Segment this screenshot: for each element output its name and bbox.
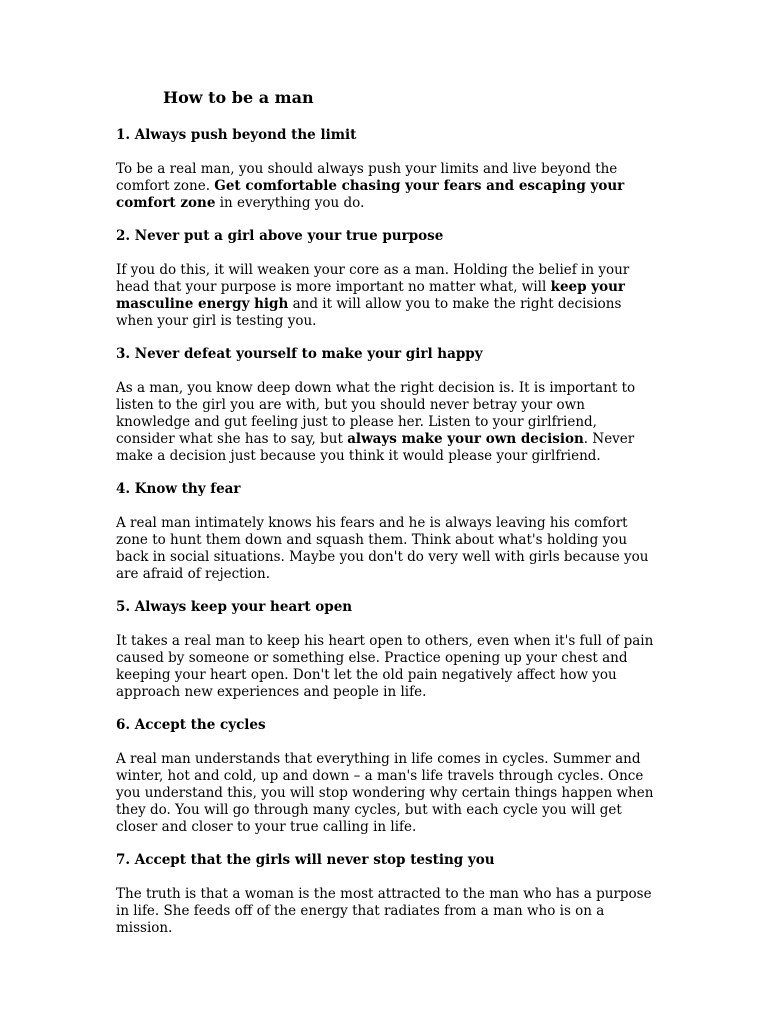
paragraph-text: As a man, you know deep down what the right decision is. It is important to listen to the girl you are with, but you should never betray your own knowledge and gut feeling just to please her. Listen to your girlfriend, consider what she has to say, but [116, 380, 636, 447]
section-2 [116, 228, 656, 330]
section-heading: 2. Never put a girl above your true purpose [116, 228, 444, 244]
section-paragraph [116, 751, 656, 836]
section-paragraph [116, 515, 656, 583]
paragraph-text: and it will allow you to make the right decisions when your girl is testing you. [116, 296, 622, 329]
section-heading: 3. Never defeat yourself to make your girl happy [116, 346, 483, 362]
section-paragraph [116, 886, 656, 937]
paragraph-text: The truth is that a woman is the most attracted to the man who has a purpose in life. She feeds off of the energy that radiates from a man who is on a mission. [116, 886, 652, 936]
section-paragraph [116, 380, 656, 465]
document-title: How to be a man [163, 88, 314, 107]
section-5 [116, 599, 656, 701]
section-heading: 6. Accept the cycles [116, 717, 266, 733]
paragraph-text: A real man understands that everything in life comes in cycles. Summer and winter, hot and cold, up and down – a man's life travels through cycles. Once you understand this, you will stop wondering why certain things happen when they do. You will go through many cycles, but with each cycle you will get closer and closer to your true calling in life. [116, 751, 654, 835]
section-heading: 4. Know thy fear [116, 481, 241, 497]
paragraph-text: If you do this, it will weaken your core as a man. Holding the belief in your head that your purpose is more important no matter what, will [116, 262, 630, 295]
section-7 [116, 852, 656, 937]
section-paragraph [116, 633, 656, 701]
section-paragraph [116, 161, 656, 212]
paragraph-emphasis: Get comfortable chasing your fears and escaping your comfort zone [116, 178, 625, 211]
section-4 [116, 481, 656, 583]
paragraph-text: A real man intimately knows his fears and he is always leaving his comfort zone to hunt them down and squash them. Think about what's holding you back in social situations. Maybe you don't do very well with girls because you are afraid of rejection. [116, 515, 649, 582]
section-heading: 5. Always keep your heart open [116, 599, 353, 615]
paragraph-text: To be a real man, you should always push your limits and live beyond the comfort zone. [116, 161, 618, 194]
paragraph-text: in everything you do. [215, 195, 365, 211]
section-heading: 7. Accept that the girls will never stop testing you [116, 852, 495, 868]
section-3 [116, 346, 656, 465]
section-6 [116, 717, 656, 836]
paragraph-text: It takes a real man to keep his heart open to others, even when it's full of pain caused by someone or something else. Practice opening up your chest and keeping your heart open. Don't let the old pain negatively affect how you approach new experiences and people in life. [116, 633, 654, 700]
document-page [116, 86, 656, 953]
section-paragraph [116, 262, 656, 330]
paragraph-text: . Never make a decision just because you think it would please your girlfriend. [116, 431, 635, 464]
section-heading: 1. Always push beyond the limit [116, 127, 357, 143]
section-1 [116, 127, 656, 212]
paragraph-emphasis: always make your own decision [347, 431, 584, 447]
paragraph-emphasis: keep your masculine energy high [116, 279, 626, 312]
